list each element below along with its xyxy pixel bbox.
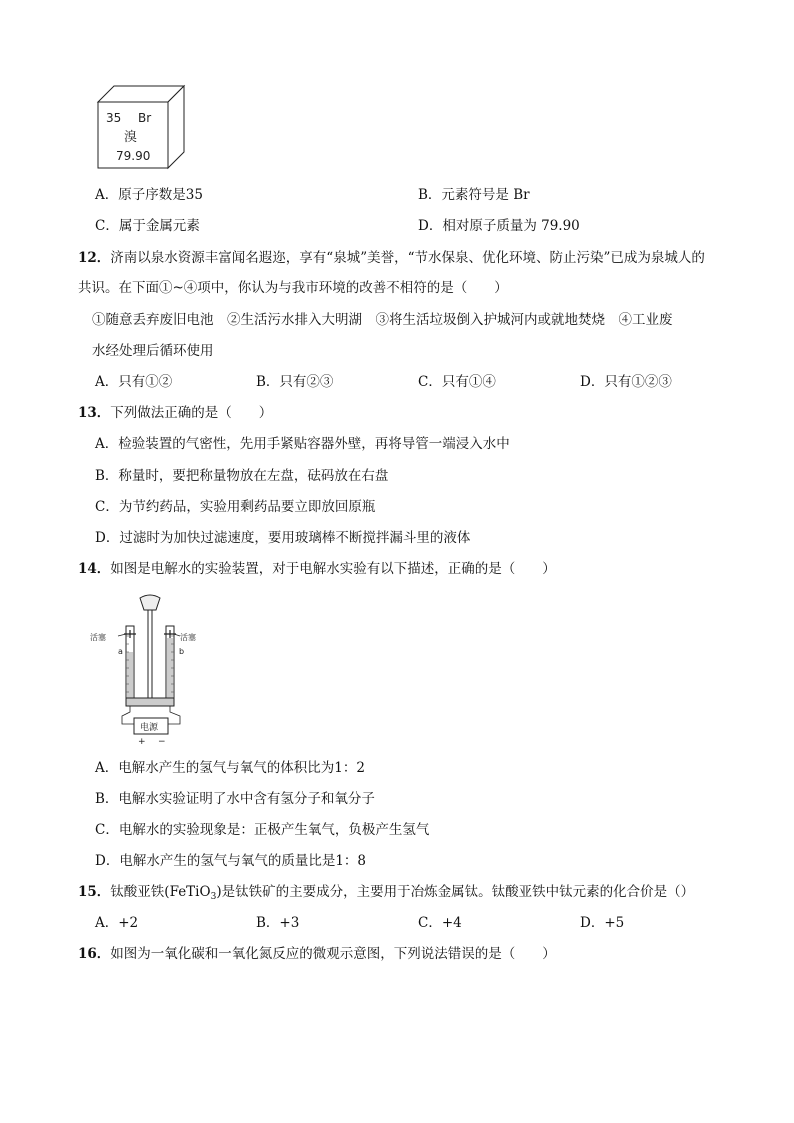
q15-option-a: A．+2 (95, 915, 139, 931)
q14-number: 14． (78, 561, 111, 577)
q15-option-b: B．+3 (256, 915, 300, 931)
tube-b-label: b (179, 647, 185, 656)
q12-stem-line1 (78, 248, 705, 268)
element-symbol: Br (138, 111, 152, 125)
q15-number: 15． (78, 884, 111, 900)
minus-terminal: − (158, 737, 166, 746)
q15-option-d: D．+5 (580, 915, 625, 931)
q12-option-d: D．只有①②③ (580, 374, 672, 390)
q16-stem-text: 如图为一氧化碳和一氧化氮反应的微观示意图，下列说法错误的是（ ） (110, 946, 556, 962)
q15-stem-sub: 3 (210, 892, 217, 902)
q12-option-b: B．只有②③ (256, 374, 334, 390)
q12-stem-line2: 共识。在下面①~④项中，你认为与我市环境的改善不相符的是（ ） (78, 280, 508, 296)
q13-option-a: A．检验装置的气密性，先用手紧贴容器外壁，再将导管一端浸入水中 (95, 436, 510, 452)
q11-option-b: B．元素符号是 Br (418, 187, 530, 203)
bromine-element-box (96, 84, 186, 170)
q14-stem-text: 如图是电解水的实验装置，对于电解水实验有以下描述，正确的是（ ） (110, 561, 556, 577)
q13-option-d: D．过滤时为加快过滤速度，要用玻璃棒不断搅拌漏斗里的液体 (95, 530, 471, 546)
q12-stem-text1: 济南以泉水资源丰富闻名遐迩，享有“泉城”美誉，“节水保泉、优化环境、防止污染”已成为泉城人的 (110, 250, 705, 266)
q12-items-line1: ①随意丢弃废旧电池 ②生活污水排入大明湖 ③将生活垃圾倒入护城河内或就地焚烧 ④工业废 (92, 312, 673, 328)
q15-stem-pre: 钛酸亚铁(FeTiO (110, 884, 211, 900)
atomic-mass: 79.90 (116, 149, 151, 163)
q14-option-c: C．电解水的实验现象是：正极产生氧气，负极产生氢气 (95, 822, 430, 838)
left-valve-label: 活塞 (90, 633, 106, 642)
q13-stem (78, 403, 272, 423)
q16-number: 16． (78, 946, 111, 962)
tube-a-label: a (118, 647, 123, 656)
q14-option-a: A．电解水产生的氢气与氧气的体积比为1：2 (95, 760, 365, 776)
q12-number: 12． (78, 250, 111, 266)
q13-option-b: B．称量时，要把称量物放在左盘，砝码放在右盘 (95, 468, 389, 484)
q13-number: 13． (78, 405, 111, 421)
q14-stem (78, 559, 556, 579)
q13-option-c: C．为节约药品，实验用剩药品要立即放回原瓶 (95, 499, 376, 515)
q11-option-a: A．原子序数是35 (95, 187, 203, 203)
right-valve-label: 活塞 (180, 633, 196, 642)
q12-option-a: A．只有①② (95, 374, 173, 390)
q12-option-c: C．只有①④ (418, 374, 496, 390)
q15-option-c: C．+4 (418, 915, 462, 931)
element-name: 溴 (124, 130, 138, 145)
plus-terminal: + (138, 737, 146, 746)
q12-items-line2: 水经处理后循环使用 (92, 343, 214, 359)
q11-option-c: C．属于金属元素 (95, 218, 200, 234)
q15-stem (78, 882, 694, 902)
electrolysis-apparatus (88, 592, 198, 746)
atomic-number: 35 (106, 111, 122, 125)
q16-stem (78, 944, 556, 964)
power-label: 电源 (140, 723, 159, 733)
q13-stem-text: 下列做法正确的是（ ） (110, 405, 273, 421)
q15-stem-post: )是钛铁矿的主要成分，主要用于冶炼金属钛。钛酸亚铁中钛元素的化合价是（） (216, 884, 695, 900)
q14-option-b: B．电解水实验证明了水中含有氢分子和氧分子 (95, 791, 375, 807)
q14-option-d: D．电解水产生的氢气与氧气的质量比是1：8 (95, 853, 367, 869)
q11-option-d: D．相对原子质量为 79.90 (418, 218, 580, 234)
